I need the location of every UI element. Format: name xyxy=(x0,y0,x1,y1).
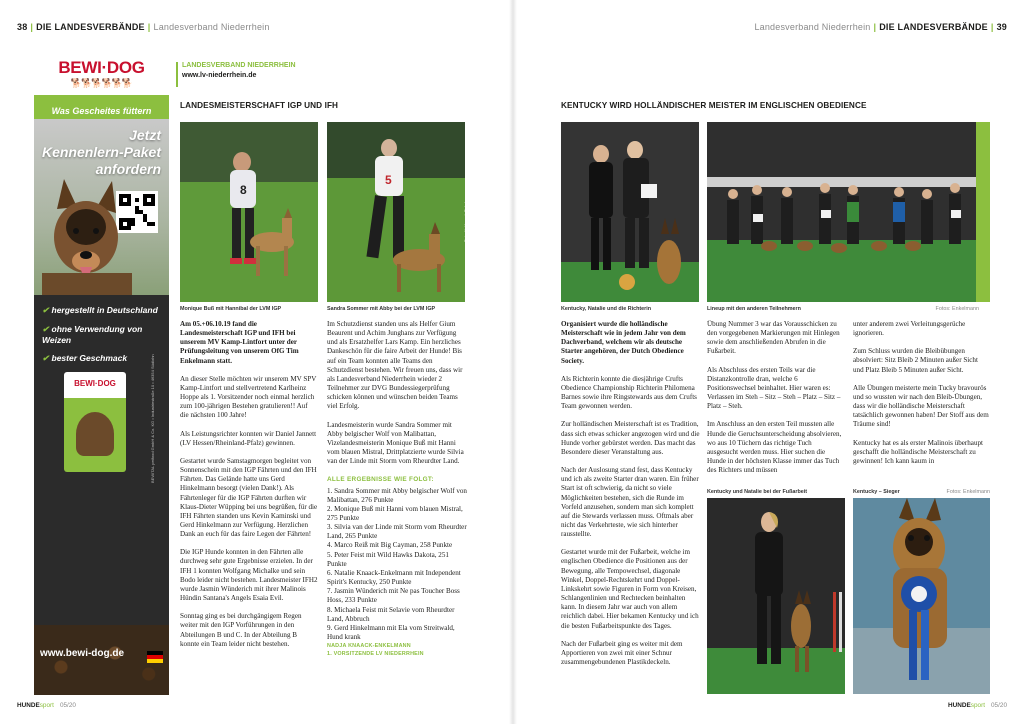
right-section-name: DIE LANDESVERBÄNDE xyxy=(879,22,988,32)
photo-kentucky-winner xyxy=(853,498,990,694)
left-region-name: Landesverband Niederrhein xyxy=(153,22,270,32)
photo-lineup xyxy=(707,122,990,302)
paragraph: Zum Schluss wurden die Bleibübungen absolviert: Sitz Bleib 2 Minuten außer Sicht und Platz Bleib 5 Minuten außer Sicht. xyxy=(853,347,978,374)
paragraph: Sonntag ging es bei durchgängigem Regen weiter mit den IGP Vorführungen in den Abteilungen B und C. In der Abteilung B konnte ein Team leider nicht bestehen. xyxy=(180,612,302,648)
ad-logo-box xyxy=(34,53,169,95)
ad-tagline-bar xyxy=(34,95,169,119)
paragraph: unter anderem zwei Verleitungsgerüche ignorieren. xyxy=(853,320,966,338)
left-section-name: DIE LANDESVERBÄNDE xyxy=(36,22,145,32)
paragraph: Als Leistungsrichter konnten wir Daniel Jannett (LV Hessen/Rheinland-Pfalz) gewinnen. xyxy=(180,429,317,447)
right-footer xyxy=(948,702,1007,709)
result-item: 7. Jasmin Wünderich mit Ne pas Toucher Boss Hoss, 233 Punkte xyxy=(327,587,460,605)
checkmark-icon: ✔ xyxy=(42,353,50,363)
result-item: 6. Natalie Knaack-Enkelmann mit Independent Spirit's Kentucky, 250 Punkte xyxy=(327,568,461,587)
right-photo2-credit: Fotos: Enkelmann xyxy=(935,306,979,312)
ad-benefit-3: bester Geschmack xyxy=(51,353,128,363)
result-item: 4. Marco Reiß mit Big Cayman, 258 Punkte xyxy=(327,541,453,550)
result-item: 1. Sandra Sommer mit Abby belgischer Wolf von Malibattan, 276 Punkte xyxy=(327,486,467,504)
paragraph: Als Abschluss des ersten Teils war die Distanzkontrolle dran, welche 6 Positionswechsel beinhaltet. Hier waren es: Verlassen im Steh – Sitz – Steh – Platz – Sitz – Platz – Steh. xyxy=(707,365,841,411)
result-item: 8. Michaela Feist mit Selavie vom Rheurdter Land, Abbruch xyxy=(327,605,455,623)
checkmark-icon: ✔ xyxy=(42,324,50,334)
paragraph: Die IGP Hunde konnten in den Fährten alle durchweg sehr gute Ergebnisse erzielen. In der IFH 1 konnten Wolfgang Michalke und sein Bodo leider nicht bestehen. Landesmeister IFH2 wurde Jasmin Wünderich mit ihrer Malinois Hündin Santana's Angels Esaia Evil. xyxy=(180,548,318,603)
ad-headline-line-3: anfordern xyxy=(95,161,161,177)
right-article-headline: KENTUCKY WIRD HOLLÄNDISCHER MEISTER IM ENGLISCHEN OBEDIENCE xyxy=(561,101,867,110)
checkmark-icon: ✔ xyxy=(42,305,50,315)
right-photo2-caption xyxy=(707,306,979,312)
ad-tagline: Was Gescheites füttern xyxy=(51,106,152,116)
right-article-column-3 xyxy=(853,320,989,475)
result-item: 9. Gerd Hinkelmann mit Ela vom Streitwald, Hund krank xyxy=(327,623,455,641)
paragraph: Organisiert wurde die holländische Meisterschaft wie in jedem Jahr von dem Dachverband, welchem wir als deutsche Starter angehören, der Dutch Obedience Society. xyxy=(561,320,686,365)
footer-brand: HUNDE xyxy=(17,702,40,709)
ad-benefit-2: ohne Verwendung von Weizen xyxy=(42,324,143,345)
right-photo4-caption: Kentucky – Sieger xyxy=(853,489,900,495)
ad-headline xyxy=(42,127,161,178)
right-article-column-1 xyxy=(561,320,701,676)
paragraph: Landesmeisterin wurde Sandra Sommer mit Abby belgischer Wolf von Malibattan, Vizelandesmeisterin Monique Buß mit Hanni vom blauen Mistral, Drittplatzierte wurde Silvia van der Linde mit Storm vom Rheurdter Land. xyxy=(327,420,464,466)
lv-info-box xyxy=(176,62,326,87)
photo1-caption: Monique Buß mit Hannibal der LVM IGP xyxy=(180,306,282,312)
ad-brand-logo: BEWI·DOG xyxy=(58,58,145,77)
right-photo4-caption-row xyxy=(853,489,990,495)
results-heading: ALLE ERGEBNISSE WIE FOLGT: xyxy=(327,476,434,484)
author-name: NADJA KNAACK-ENKELMANN xyxy=(327,643,411,650)
paragraph: Am 05.+06.10.19 fand die Landesmeisterschaft IGP und IFH bei unserem MV Kamp-Lintfort unter der Prüfungsleitung von unserem OfG Tim Enkelmann statt. xyxy=(180,320,299,365)
accent-strip xyxy=(976,122,990,302)
right-running-header: Landesverband Niederrhein | DIE LANDESVERBÄNDE | 39 xyxy=(754,22,1007,32)
left-article-column-1 xyxy=(180,320,318,658)
german-shepherd-icon xyxy=(42,179,132,295)
paragraph: Übung Nummer 3 war das Vorausschicken zu den vorgegebenen Markierungen mit Hinlegen sowie dem anschließenden Abrufen in die Fußarbeit. xyxy=(707,320,840,356)
photo2-credit: Foto: N. Knaack-Enkelmann xyxy=(463,192,468,243)
footer-brand: HUNDE xyxy=(948,702,971,709)
svg-text:8: 8 xyxy=(240,183,247,197)
food-bag-image xyxy=(64,372,126,472)
lv-website-link[interactable]: www.lv-niederrhein.de xyxy=(182,72,257,79)
ad-headline-line-2: Kennenlern-Paket xyxy=(41,144,161,160)
ad-benefit-1: hergestellt in Deutschland xyxy=(51,305,158,315)
right-article-column-2 xyxy=(707,320,843,484)
right-photo1-caption: Kentucky, Natalie und die Richterin xyxy=(561,306,652,312)
bag-dog-icon xyxy=(76,412,114,456)
results-list xyxy=(327,487,467,643)
paragraph: Nach der Fußarbeit ging es weiter mit dem Apportieren von zwei mit einer Schnur zusammengebundenen Plastikdeckeln. xyxy=(561,639,683,666)
result-item: 5. Peter Feist mit Wild Hawks Dakota, 251 Punkte xyxy=(327,550,449,568)
author-role: 1. VORSITZENDE LV NIEDERRHEIN xyxy=(327,651,424,658)
ad-url-link[interactable]: www.bewi-dog.de xyxy=(40,648,125,659)
right-region-name: Landesverband Niederrhein xyxy=(754,22,871,32)
photo2-caption: Sandra Sommer mit Abby bei der LVM IGP xyxy=(327,306,436,312)
result-item: 3. Silvia van der Linde mit Storm vom Rheurdter Land, 265 Punkte xyxy=(327,523,467,541)
footer-issue: 05/20 xyxy=(59,702,76,709)
left-running-header: 38 | DIE LANDESVERBÄNDE | Landesverband Niederrhein xyxy=(17,22,270,32)
right-photo4-credit: Fotos: Enkelmann xyxy=(946,489,990,495)
left-article-column-2 xyxy=(327,320,467,658)
paragraph: Im Schutzdienst standen uns als Helfer Gium Beaurent und Achim Junghans zur Verfügung und als Ersatzhelfer Lars Kamp. Ein herzliches Dankeschön für die faire Arbeit der Hunde! Bis auf ein Team konnten alle Teams den Schutzdienst bestehen. Wir freuen uns, dass wir als Landesverband Niederrhein wieder 2 Teilnehmer zur DVG Bundessiegerprüfung schicken können und wünschen beiden Teams viel Erfolg. xyxy=(327,320,463,411)
right-photo2-caption-text: Lineup mit den anderen Teilnehmern xyxy=(707,306,801,312)
paragraph: Gestartet wurde Samstagmorgen begleitet von Sonnenschein mit den IGP Fährten und den IFH Fährten. Das Gelände hatte uns Gerd Hinkelmann besorgt (vielen Dank!). Als Fährtenleger für die IGP Fährten durften wir Klaus-Dieter Wüpping bei uns begrüßen, für die IFH Fährten standen uns Kevin Kaminski und Gerd Hinkelmann zur Verfügung. Herzlichen Dank an euch für das faire Legen der Fährten! xyxy=(180,456,318,539)
bewi-dog-advertisement[interactable] xyxy=(34,53,169,695)
german-flag-icon xyxy=(147,651,163,663)
bag-brand-label: BEWI·DOG xyxy=(74,379,116,388)
photo-monique-hannibal xyxy=(180,122,318,302)
left-article-headline: LANDESMEISTERSCHAFT IGP UND IFH xyxy=(180,101,339,110)
paragraph: An dieser Stelle möchten wir unserem MV SPV Kamp-Lintfort und stellvertretend Karlheinz Hoppe als 1. Vorsitzender noch einmal herzlich zum 100-jährigen Bestehen gratulieren!! Auf die nächsten 100 Jahre! xyxy=(180,374,317,420)
page-spine xyxy=(509,0,517,724)
photo-kentucky-judge xyxy=(561,122,699,302)
ad-landscape-visual xyxy=(34,119,169,295)
lv-box-title: LANDESVERBAND NIEDERRHEIN xyxy=(182,62,296,69)
ad-imprint-text: BEWITAL petfood GmbH & Co. KG • Industriestraße 10 • 46354 Südlohn xyxy=(150,354,155,483)
left-footer xyxy=(17,702,76,709)
footer-brand-suffix: sport xyxy=(970,702,985,709)
right-photo3-caption: Kentucky und Natalie bei der Fußarbeit xyxy=(707,489,808,495)
result-item: 2. Monique Buß mit Hanni vom blauen Mistral, 275 Punkte xyxy=(327,504,463,522)
svg-text:5: 5 xyxy=(385,173,392,187)
paragraph: Im Anschluss an den ersten Teil mussten alle Hunde die Geruchsunterscheidung absolvieren, wo aus 10 Tüchern das richtige Tuch ausgesucht werden muss. Hier suchen die Hunde in der höchsten Klasse immer das Tuch des Richters und müssen xyxy=(707,420,842,475)
paragraph: Gestartet wurde mit der Fußarbeit, welche im englischen Obedience die Positionen aus der Bewegung, alle Tempowechsel, diagonale Winkel, Doppel-Rechtskehrt und Doppel-Linkskehrt sowie Figuren in Form von Kreisen, Schlangenlinien und Rechtecken beinhalten kann. In diesem Jahr war auch von allem reichlich dabei. Hier bekamen Kentucky und ich die besten Fußarbeitspunkte des Tages. xyxy=(561,548,699,630)
photo-sandra-abby xyxy=(327,122,468,302)
dog-silhouettes-icon: 🐕🐕🐕🐕🐕🐕 xyxy=(70,78,133,88)
paragraph: Kentucky hat es als erster Malinois überhaupt geschafft die holländische Meisterschaft zu gewinnen! Ich kann kaum in xyxy=(853,438,984,465)
paragraph: Alle Übungen meisterte mein Tucky bravourös und so wussten wir nach den Bleib-Übungen, dass wir die holländische Meisterschaft tatsächlich gewonnen haben! Der Stoff aus dem Träume sind! xyxy=(853,383,989,429)
photo-heelwork xyxy=(707,498,845,694)
ad-headline-line-1: Jetzt xyxy=(129,127,161,143)
right-page-number: 39 xyxy=(996,22,1007,32)
left-page-number: 38 xyxy=(17,22,28,32)
paragraph: Nach der Auslosung stand fest, dass Kentucky und ich als zweite Starter dran waren. Ein früher Start ist oft schwierig, da nicht so viele Möglichkeiten bestehen, sich die Runde im Vorfeld anzusehen, sondern man sich komplett auf die Stewards verlassen muss. Oftmals aber nicht das Verkehrteste, wie sich hinterher rausstellte. xyxy=(561,466,699,539)
footer-brand-suffix: sport xyxy=(39,702,54,709)
paragraph: Als Richterin konnte die diesjährige Crufts Obedience Championship Richterin Philomena Barnes sowie ihre Ringstewards aus dem Crufts Team gewonnen werden. xyxy=(561,374,697,411)
ad-benefits-list xyxy=(34,295,169,364)
paragraph: Zur holländischen Meisterschaft ist es Tradition, dass sich etwas schicker angezogen wird und die Hunde vorher gebürstet werden. Das macht das Besondere dieser Veranstaltung aus. xyxy=(561,420,700,456)
footer-issue: 05/20 xyxy=(991,702,1007,709)
